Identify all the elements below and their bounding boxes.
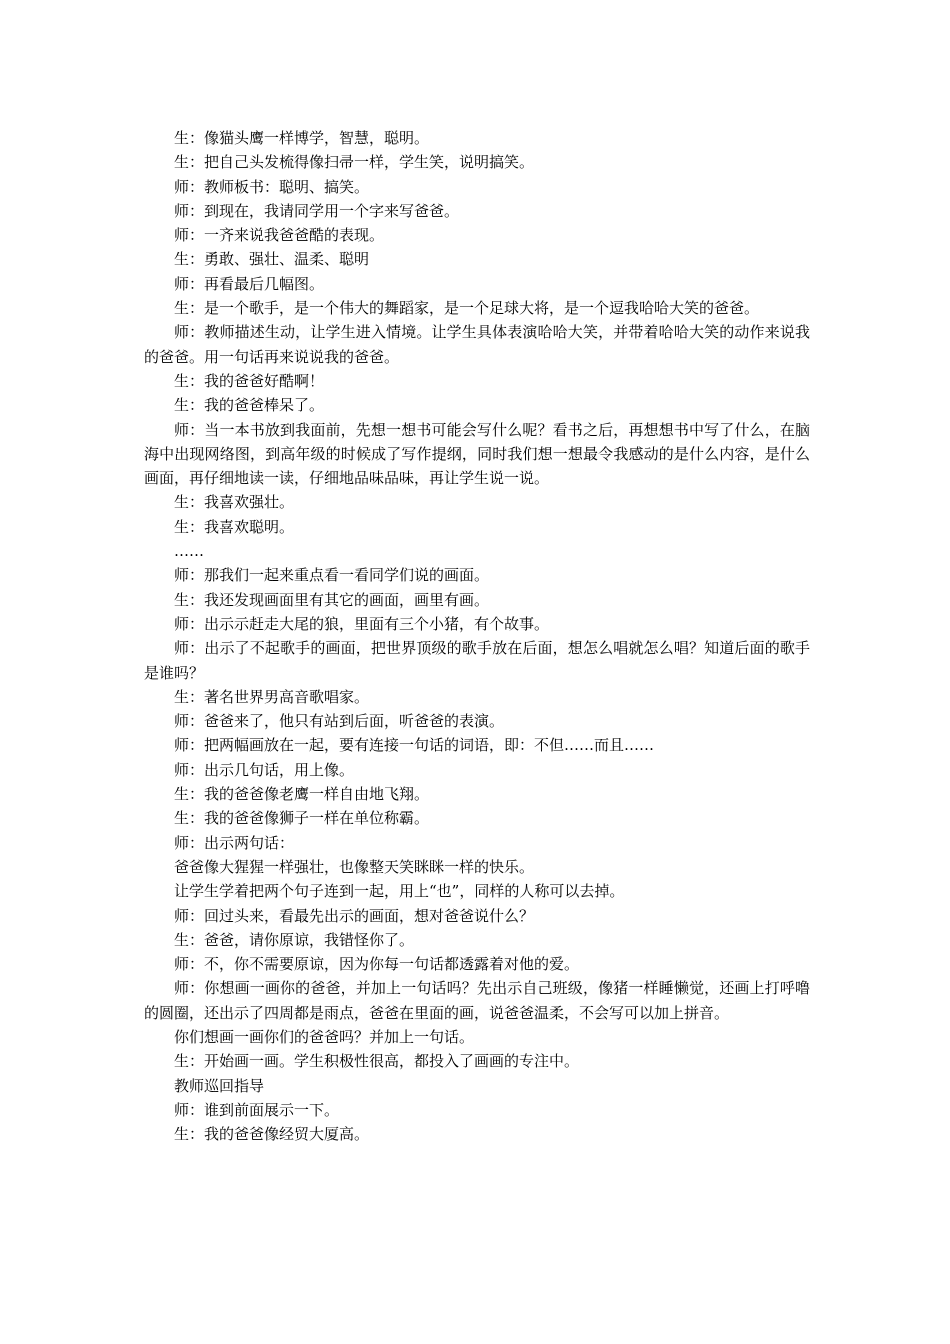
paragraph: 生：是一个歌手，是一个伟大的舞蹈家，是一个足球大将，是一个逗我哈哈大笑的爸爸。 xyxy=(174,299,760,318)
paragraph: 师：把两幅画放在一起，要有连接一句话的词语，即：不但……而且…… xyxy=(174,736,655,755)
paragraph: 生：我的爸爸好酷啊！ xyxy=(174,371,325,390)
paragraph: 生：我的爸爸像狮子一样在单位称霸。 xyxy=(174,809,430,828)
paragraph: 师：出示了不起歌手的画面，把世界顶级的歌手放在后面，想怎么唱就怎么唱？知道后面的歌手是谁吗？ xyxy=(144,639,810,682)
paragraph: 师：不，你不需要原谅，因为你每一句话都透露着对他的爱。 xyxy=(174,955,580,974)
paragraph: 生：我喜欢强壮。 xyxy=(174,493,295,512)
paragraph: 生：爸爸，请你原谅，我错怪你了。 xyxy=(174,930,415,949)
paragraph: 师：那我们一起来重点看一看同学们说的画面。 xyxy=(174,566,490,585)
paragraph: 师：一齐来说我爸爸酷的表现。 xyxy=(174,226,385,245)
paragraph: 生：我喜欢聪明。 xyxy=(174,517,295,536)
paragraph: 生：开始画一画。学生积极性很高，都投入了画画的专注中。 xyxy=(174,1052,580,1071)
paragraph: 生：我还发现画面里有其它的画面，画里有画。 xyxy=(174,590,490,609)
paragraph: 师：你想画一画你的爸爸，并加上一句话吗？先出示自己班级，像猪一样睡懒觉，还画上打呼噜的圆圈，还出示了四周都是雨点，爸爸在里面的画，说爸爸温柔，不会写可以加上拼音。 xyxy=(144,979,810,1022)
paragraph: 生：我的爸爸像老鹰一样自由地飞翔。 xyxy=(174,785,430,804)
document-body xyxy=(144,126,810,1146)
paragraph: 生：我的爸爸像经贸大厦高。 xyxy=(174,1125,370,1144)
paragraph: 生：著名世界男高音歌唱家。 xyxy=(174,687,370,706)
paragraph: 你们想画一画你们的爸爸吗？并加上一句话。 xyxy=(174,1027,475,1046)
paragraph: 生：我的爸爸棒呆了。 xyxy=(174,396,325,415)
paragraph: 师：出示几句话，用上像。 xyxy=(174,760,355,779)
paragraph: 教师巡回指导 xyxy=(174,1076,265,1095)
paragraph: 爸爸像大猩猩一样强壮，也像整天笑眯眯一样的快乐。 xyxy=(174,857,535,876)
paragraph: 生：像猫头鹰一样博学，智慧，聪明。 xyxy=(174,129,430,147)
paragraph: 师：教师板书：聪明、搞笑。 xyxy=(174,177,370,196)
paragraph: 师：谁到前面展示一下。 xyxy=(174,1100,340,1119)
paragraph: 生：把自己头发梳得像扫帚一样，学生笑，说明搞笑。 xyxy=(174,153,535,172)
paragraph: 师：出示示赶走大尾的狼，里面有三个小猪，有个故事。 xyxy=(174,614,550,633)
paragraph: 师：当一本书放到我面前，先想一想书可能会写什么呢？看书之后，再想想书中写了什么，在脑海中出现网络图，到高年级的时候成了写作提纲，同时我们想一想最令我感动的是什么内容，是什么画面，再仔细地读一读，仔细地品味品味，再让学生说一说。 xyxy=(144,420,810,488)
paragraph: 师：爸爸来了，他只有站到后面，听爸爸的表演。 xyxy=(174,712,505,731)
paragraph: 师：到现在，我请同学用一个字来写爸爸。 xyxy=(174,201,460,220)
paragraph: 生：勇敢、强壮、温柔、聪明 xyxy=(174,250,370,269)
paragraph: 师：回过头来，看最先出示的画面，想对爸爸说什么？ xyxy=(174,906,535,925)
paragraph: 师：教师描述生动，让学生进入情境。让学生具体表演哈哈大笑，并带着哈哈大笑的动作来说我的爸爸。用一句话再来说说我的爸爸。 xyxy=(144,323,810,366)
paragraph: 让学生学着把两个句子连到一起，用上“也”，同样的人称可以去掉。 xyxy=(174,882,625,901)
ellipsis-paragraph: …… xyxy=(174,542,204,561)
paragraph: 师：再看最后几幅图。 xyxy=(174,274,325,293)
paragraph: 师：出示两句话： xyxy=(174,833,295,852)
